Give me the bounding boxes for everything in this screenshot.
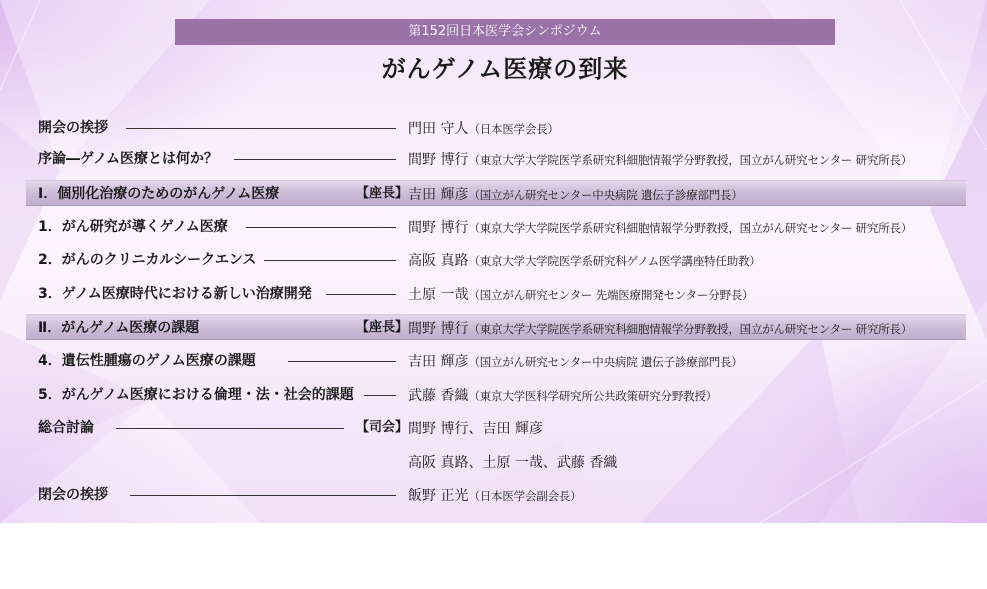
section-title: Ⅰ．個別化治療のためのがんゲノム医療 [38,186,280,202]
speaker-affiliation: （東京大学医科学研究所公共政策研究分野教授） [468,389,718,403]
page-title: がんゲノム医療の到来 [381,55,629,83]
program-row-introduction [26,146,966,172]
moderator-role: 【司会】 [356,420,409,435]
program-row-discussion [26,415,966,441]
speaker-name: 間野 博行 [408,152,469,168]
leader-line [130,495,396,496]
speaker-name: 間野 博行、吉田 輝彦 [408,421,543,437]
speaker-affiliation: （東京大学大学院医学系研究科細胞情報学分野教授，国立がん研究センター 研究所長） [468,322,913,336]
leader-line [364,395,396,396]
leader-line [326,294,396,295]
speaker-name: 門田 守人 [408,121,469,137]
program-item-label: 3．ゲノム医療時代における新しい治療開発 [38,286,312,302]
program-item-label: 総合討論 [38,420,94,436]
program-item-label: 5．がんゲノム医療における倫理・法・社会的課題 [38,387,354,403]
speaker-affiliation: （国立がん研究センター 先端医療開発センター分野長） [468,288,754,302]
program-item-label: 閉会の挨拶 [38,487,108,503]
chair-role: 【座長】 [356,320,409,335]
program-row-opening [26,115,966,141]
leader-line [264,260,396,261]
program-speaker [408,315,912,342]
speaker-affiliation: （日本医学会長） [468,122,559,136]
speaker-name: 高阪 真路 [408,253,469,269]
speaker-name: 間野 博行 [408,220,469,236]
chair-role: 【座長】 [356,186,409,201]
speaker-name: 間野 博行 [408,321,469,337]
program-speaker [408,214,912,241]
leader-line [246,227,396,228]
program-speaker [408,348,743,375]
program-speaker [408,449,617,476]
program-speaker [408,115,559,142]
program-row-talk-5 [26,382,966,408]
leader-line [234,159,396,160]
speaker-affiliation: （国立がん研究センター中央病院 遺伝子診療部門長） [468,188,743,202]
program-speaker [408,415,543,442]
program-speaker [408,281,754,308]
speaker-affiliation: （日本医学会副会長） [468,489,582,503]
program-row-talk-1 [26,214,966,240]
speaker-name: 武藤 香織 [408,388,469,404]
program-speaker [408,247,761,274]
program-row-closing [26,482,966,508]
program-speaker [408,382,717,409]
program-row-talk-4 [26,348,966,374]
program-row-discussion-panel [26,449,966,475]
program-item-label: 序論―ゲノム医療とは何か？ [38,151,219,167]
speaker-affiliation: （東京大学大学院医学系研究科細胞情報学分野教授，国立がん研究センター 研究所長） [468,153,913,167]
program-speaker [408,482,581,509]
program-item-label: 1．がん研究が導くゲノム医療 [38,219,228,235]
speaker-name: 土原 一哉 [408,287,469,303]
program-speaker [408,181,743,208]
leader-line [288,361,396,362]
program-item-label: 2．がんのクリニカルシークエンス [38,252,257,268]
speaker-name: 吉田 輝彦 [408,187,469,203]
speaker-name: 高阪 真路、土原 一哉、武藤 香織 [408,455,618,471]
program-speaker [408,146,912,173]
speaker-name: 吉田 輝彦 [408,354,469,370]
program-section-2 [26,314,966,340]
program-section-1 [26,180,966,206]
program-row-talk-3 [26,281,966,307]
program-item-label: 4．遺伝性腫瘍のゲノム医療の課題 [38,353,256,369]
speaker-affiliation: （国立がん研究センター中央病院 遺伝子診療部門長） [468,355,743,369]
speaker-name: 飯野 正光 [408,488,469,504]
section-title: Ⅱ．がんゲノム医療の課題 [38,320,200,336]
program-row-talk-2 [26,247,966,273]
leader-line [126,128,396,129]
speaker-affiliation: （東京大学大学院医学系研究科ゲノム医学講座特任助教） [468,254,761,268]
symposium-subtitle: 第152回日本医学会シンポジウム [175,19,835,45]
program-item-label: 開会の挨拶 [38,120,108,136]
leader-line [116,428,344,429]
speaker-affiliation: （東京大学大学院医学系研究科細胞情報学分野教授，国立がん研究センター 研究所長） [468,221,913,235]
